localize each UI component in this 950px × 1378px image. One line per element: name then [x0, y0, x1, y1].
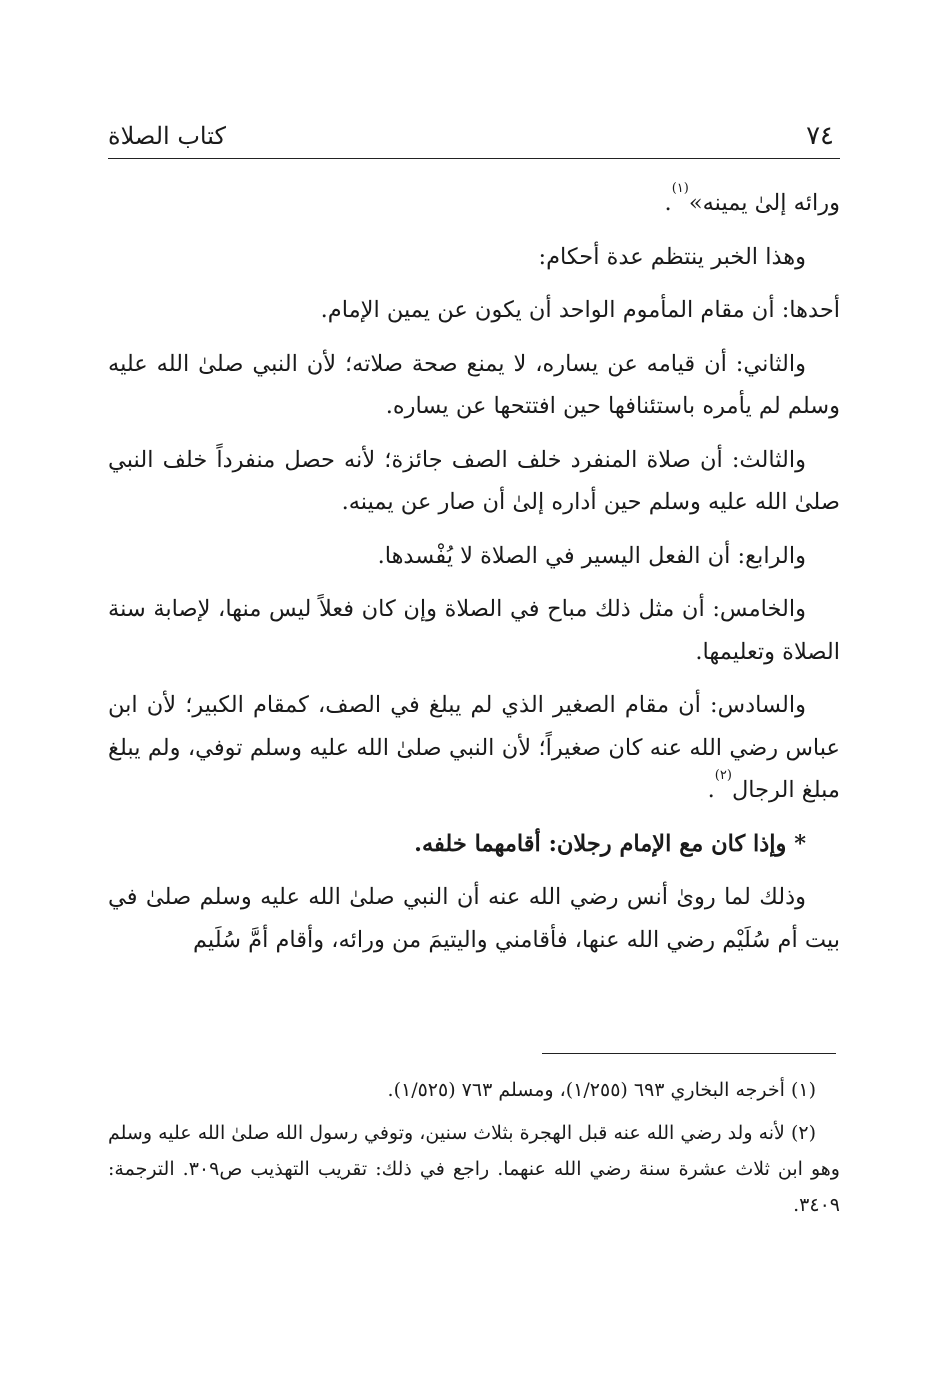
main-text: [108, 182, 840, 972]
footnote-1: (١) أخرجه البخاري ٦٩٣ (١/٢٥٥)، ومسلم ٧٦٣ (١/٥٢٥).: [387, 1079, 816, 1101]
paragraph-rulings-intro: وهذا الخبر ينتظم عدة أحكام:: [538, 243, 806, 270]
footnotes: [108, 1072, 840, 1230]
paragraph-ruling-4: والرابع: أن الفعل اليسير في الصلاة لا يُفْسدها.: [377, 542, 806, 569]
document-page: [108, 0, 840, 1378]
paragraph-ruling-3: والثالث: أن صلاة المنفرد خلف الصف جائزة؛ لأنه حصل منفرداً خلف النبي صلىٰ الله عليه وسلم حين أداره إلىٰ أن صار عن يمينه.: [108, 446, 840, 515]
paragraph-ruling-1: أحدها: أن مقام المأموم الواحد أن يكون عن يمين الإمام.: [320, 297, 840, 323]
footnote-ref-1: (١): [671, 181, 689, 196]
paragraph-continuation: ورائه إلىٰ يمينه»$^{(١)}$.: [664, 181, 840, 216]
paragraph-ruling-5: والخامس: أن مثل ذلك مباح في الصلاة وإن كان فعلاً ليس منها، لإصابة سنة الصلاة وتعليمها.: [108, 596, 840, 665]
page-header: [108, 118, 840, 159]
paragraph-ruling-2: والثاني: أن قيامه عن يساره، لا يمنع صحة صلاته؛ لأن النبي صلىٰ الله عليه وسلم لم يأمره باستئنافها حين افتتحها عن يساره.: [108, 350, 840, 419]
footnote-2: (٢) لأنه ولد رضي الله عنه قبل الهجرة بثلاث سنين، وتوفي رسول الله صلىٰ الله عليه وسلم وهو ابن ثلاث عشرة سنة رضي الله عنهما. راجع في ذلك: تقريب التهذيب ص٣٠٩. الترجمة: ٣٤٠٩.: [108, 1122, 840, 1216]
paragraph-hadith: وذلك لما روىٰ أنس رضي الله عنه أن النبي صلىٰ الله عليه وسلم صلىٰ في بيت أم سُلَيْم رضي الله عنها، فأقامني واليتيمَ من ورائه، وأقام أمَّ سُلَيم: [108, 884, 840, 953]
footnote-ref-2: (٢): [714, 768, 732, 783]
section-heading: * وإذا كان مع الإمام رجلان: أقامهما خلفه.: [414, 830, 806, 857]
page-number: ٧٤: [806, 121, 834, 151]
footnote-divider: [542, 1053, 836, 1054]
paragraph-ruling-6: والسادس: أن مقام الصغير الذي لم يبلغ في الصف، كمقام الكبير؛ لأن ابن عباس رضي الله عنه كان صغيراً؛ لأن النبي صلىٰ الله عليه وسلم توفي، ولم يبلغ مبلغ الرجال$^{(٢)}$.: [108, 692, 840, 803]
running-title: كتاب الصلاة: [108, 122, 226, 150]
